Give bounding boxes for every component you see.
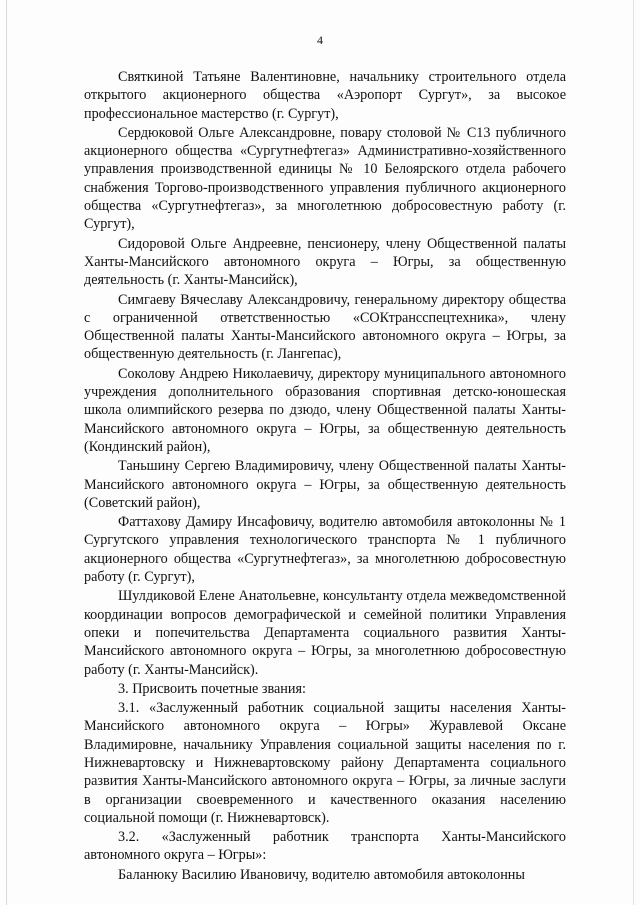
section-3-heading: 3. Присвоить почетные звания: <box>118 680 306 697</box>
paragraph-svyatkina: Святкиной Татьяне Валентиновне, начальнику строительного отдела открытого акционерного общества «Аэропорт Сургут», за высокое профессиональное мастерство (г. Сургут), <box>84 69 566 122</box>
paragraph-3-1: 3.1. «Заслуженный работник социальной защиты населения Ханты-Мансийского автономного округа – Югры» Журавлевой Оксане Владимировне, начальнику Управления социальной защиты населения по г. Нижневартовску и Нижневартовскому району Департамента социального развития Ханты-Мансийского автономного округа – Югры, за личные заслуги в организации своевременного и качественного оказания населению социальной помощи (г. Нижневартовск). <box>84 700 566 826</box>
paragraph-balanyuk: Баланюку Василию Ивановичу, водителю автомобиля автоколонны <box>118 866 525 883</box>
paragraph-tanshin: Таньшину Сергею Владимировичу, члену Общественной палаты Ханты-Мансийского автономного округа – Югры, за общественную деятельность (Советский район), <box>84 458 566 511</box>
paragraph-3-2: 3.2. «Заслуженный работник транспорта Ханты-Мансийского автономного округа – Югры»: <box>84 829 566 864</box>
page-edge-left <box>6 0 7 905</box>
paragraph-sidorova: Сидоровой Ольге Андреевне, пенсионеру, члену Общественной палаты Ханты-Мансийского автономного округа – Югры, за общественную деятельность (г. Ханты-Мансийск), <box>84 235 566 289</box>
paragraph-sokolov: Соколову Андрею Николаевичу, директору муниципального автономного учреждения дополнительного образования спортивная детско-юношеская школа олимпийского резерва по дзюдо, члену Общественной палаты Ханты-Мансийского автономного округа – Югры, за общественную деятельность (Кондинский район), <box>84 365 566 455</box>
document-body <box>84 68 566 885</box>
paragraph-serdyukova: Сердюковой Ольге Александровне, повару столовой № С13 публичного акционерного общества «Сургутнефтегаз» Административно-хозяйственного управления производственной единицы № 10 Белоярского отдела рабочего снабжения Торгово-производственного управления публичного акционерного общества «Сургутнефтегаз», за многолетнюю добросовестную работу (г. Сургут), <box>84 124 566 233</box>
page-edge-right <box>633 0 634 905</box>
page-number: 4 <box>317 33 323 47</box>
paragraph-simgaev: Симгаеву Вячеславу Александровичу, генеральному директору общества с ограниченной ответственностью «СОКтрансспецтехника», члену Общественной палаты Ханты-Мансийского автономного округа – Югры, за общественную деятельность (г. Лангепас), <box>84 291 566 363</box>
paragraph-fattakhov: Фаттахову Дамиру Инсафовичу, водителю автомобиля автоколонны № 1 Сургутского управления технологического транспорта № 1 публичного акционерного общества «Сургутнефтегаз», за многолетнюю добросовестную работу (г. Сургут), <box>84 514 566 586</box>
paragraph-shuldikova: Шулдиковой Елене Анатольевне, консультанту отдела межведомственной координации вопросов демографической и семейной политики Управления опеки и попечительства Департамента социального развития Ханты-Мансийского автономного округа – Югры, за многолетнюю добросовестную работу (г. Ханты-Мансийск). <box>84 588 566 678</box>
